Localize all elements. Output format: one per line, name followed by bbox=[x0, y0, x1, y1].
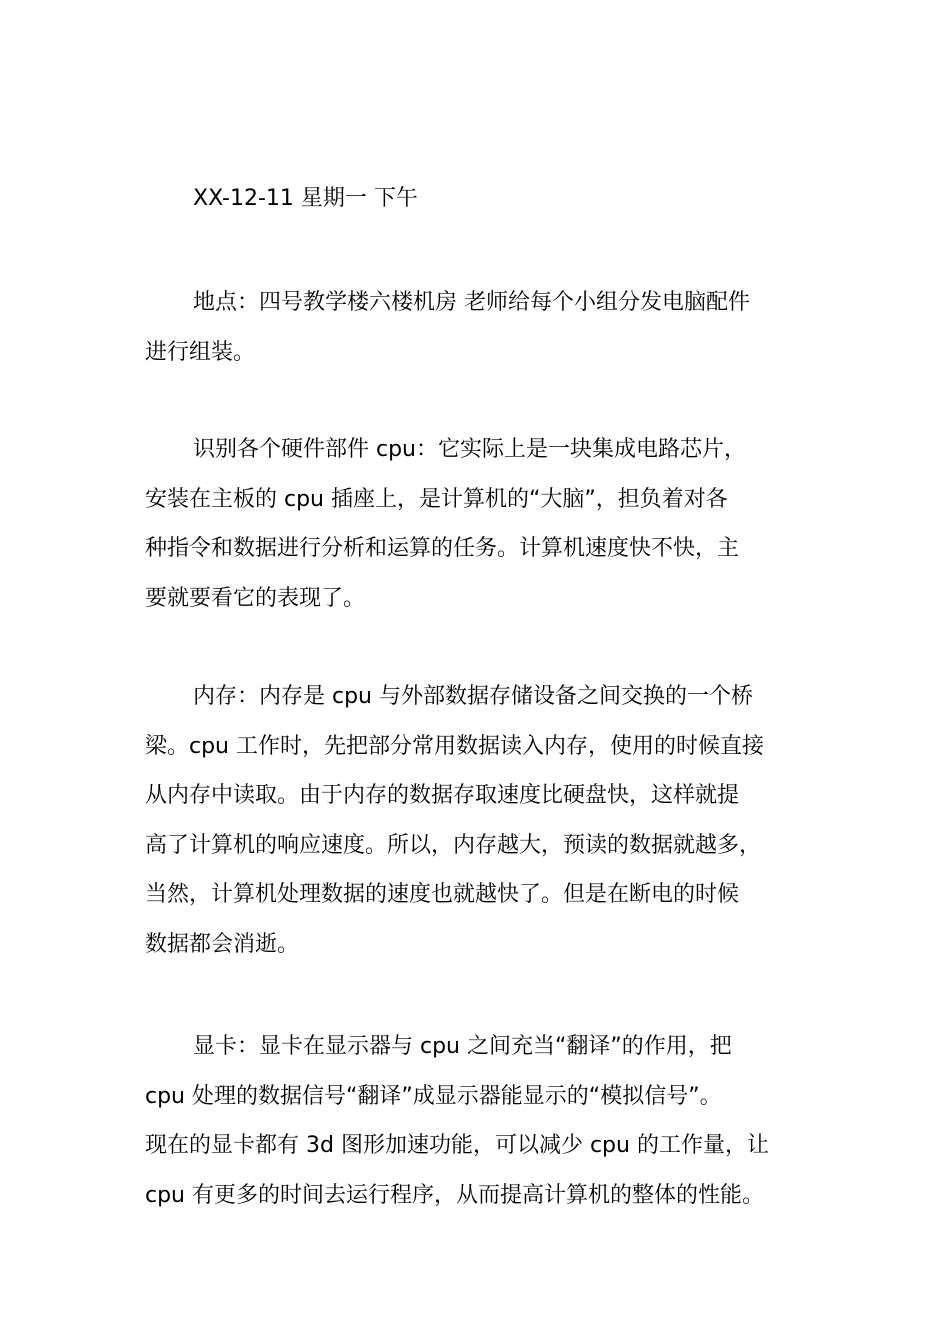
date-paragraph bbox=[145, 174, 825, 224]
text-line: 识别各个硬件部件 cpu：它实际上是一块集成电路芯片， bbox=[193, 437, 746, 462]
text-line: 高了计算机的响应速度。所以，内存越大，预读的数据就越多， bbox=[145, 832, 762, 858]
text-line: 地点：四号教学楼六楼机房 老师给每个小组分发电脑配件 bbox=[193, 290, 750, 315]
text-line: 从内存中读取。由于内存的数据存取速度比硬盘快，这样就提 bbox=[145, 783, 740, 808]
text-line: 内存：内存是 cpu 与外部数据存储设备之间交换的一个桥 bbox=[193, 684, 753, 709]
cpu-paragraph bbox=[145, 425, 825, 623]
text-line: 现在的显卡都有 3d 图形加速功能，可以减少 cpu 的工作量，让 bbox=[145, 1133, 769, 1158]
date-line: XX-12-11 星期一 下午 bbox=[193, 186, 418, 211]
text-line: 显卡：显卡在显示器与 cpu 之间充当“翻译”的作用，把 bbox=[193, 1034, 732, 1059]
text-line: 梁。cpu 工作时，先把部分常用数据读入内存，使用的时候直接 bbox=[145, 733, 764, 759]
memory-paragraph bbox=[145, 672, 825, 969]
text-line: 种指令和数据进行分析和运算的任务。计算机速度快不快，主 bbox=[145, 536, 740, 561]
text-line: 当然，计算机处理数据的速度也就越快了。但是在断电的时候 bbox=[145, 882, 740, 907]
text-line: 数据都会消逝。 bbox=[145, 931, 300, 957]
text-line: cpu 处理的数据信号“翻译”成显示器能显示的“模拟信号”。 bbox=[145, 1083, 722, 1109]
graphics-paragraph bbox=[145, 1022, 825, 1220]
text-line: 要就要看它的表现了。 bbox=[145, 585, 366, 611]
text-line: cpu 有更多的时间去运行程序，从而提高计算机的整体的性能。 bbox=[145, 1182, 764, 1208]
text-line: 安装在主板的 cpu 插座上，是计算机的“大脑”，担负着对各 bbox=[145, 486, 728, 512]
location-paragraph bbox=[145, 278, 825, 377]
text-line: 进行组装。 bbox=[145, 339, 256, 365]
